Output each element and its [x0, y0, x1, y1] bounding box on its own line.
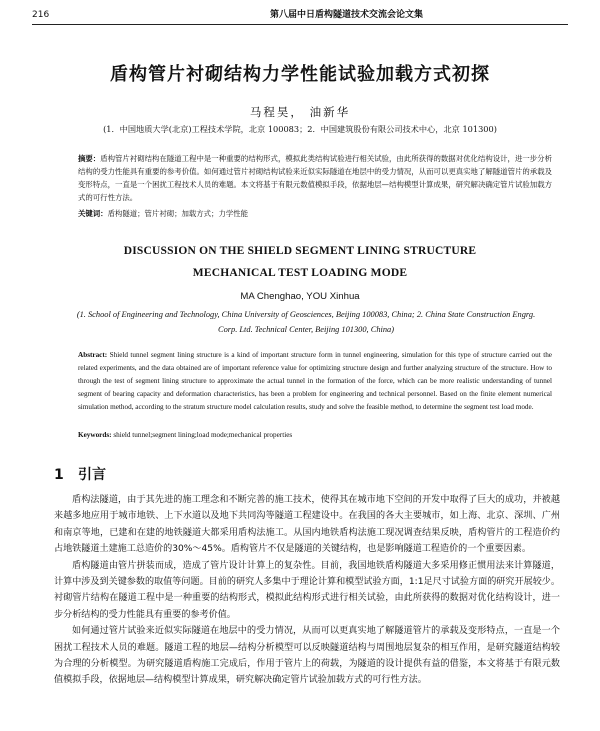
keywords-english-label: Keywords: — [78, 431, 112, 439]
authors-english: MA Chenghao, YOU Xinhua — [240, 291, 360, 302]
page-number: 216 — [32, 10, 50, 20]
section-number: 1 — [54, 467, 64, 483]
section-title: 引言 — [78, 467, 106, 483]
abstract-chinese — [78, 152, 552, 204]
journal-title: 第八届中日盾构隧道技术交流会论文集 — [270, 10, 424, 20]
keywords-chinese-label: 关键词： — [78, 209, 108, 218]
abstract-english-label: Abstract: — [78, 351, 108, 359]
keywords-english-text: shield tunnel;segment lining;load mode;mechanical properties — [111, 431, 293, 439]
abstract-english — [78, 349, 552, 414]
body-paragraph-3: 如何通过管片试验来近似实际隧道在地层中的受力情况，从而可以更真实地了解隧道管片的承载及变形特点，一直是一个困扰工程技术人员的难题。隧道工程的地层—结构分析模型可以反映隧道结构与周围地层复杂的相互作用，是研究隧道结构较为合理的分析模型。为研究隧道盾构施工完成后，作用于管片上的荷载，为隧道的设计提供有益的借鉴，本文将基于有限元数值模拟手段，依据地层—结构模型计算成果，研究解决确定管片试验加载方式的可行性方法。 — [54, 626, 560, 686]
running-header — [32, 6, 568, 25]
keywords-english — [78, 429, 552, 441]
keywords-chinese — [78, 208, 552, 220]
paper-title-english-line1: DISCUSSION ON THE SHIELD SEGMENT LINING STRUCTURE — [123, 245, 477, 257]
affiliation-chinese: (1．中国地质大学(北京)工程技术学院，北京 100083；2．中国建筑股份有限公司技术中心，北京 101300) — [103, 124, 497, 134]
paper-title-chinese: 盾构管片衬砌结构力学性能试验加载方式初探 — [110, 64, 490, 85]
body-paragraph-1: 盾构法隧道，由于其先进的施工理念和不断完善的施工技术，使得其在城市地下空间的开发中取得了巨大的成功，并被越来越多地应用于城市地铁、上下水道以及地下共同沟等隧道工程建设中。在我国的各大主要城市，如上海、北京、深圳、广州和南京等地，已建和在建的地铁隧道大都采用盾构法施工。从国内地铁盾构法施工现况调查结果反映，盾构管片的工程造价约占地铁隧道土建施工总造价的30%～45%。盾构管片不仅是隧道的关键结构，也是影响隧道工程造价的一个重要因素。 — [54, 495, 560, 555]
paper-title-english-line2: MECHANICAL TEST LOADING MODE — [192, 267, 408, 279]
keywords-chinese-text: 盾构隧道；管片衬砌；加载方式；力学性能 — [107, 209, 249, 218]
paper-title-english — [0, 240, 600, 284]
body-paragraph-2: 盾构隧道由管片拼装而成，造成了管片设计计算上的复杂性。目前，我国地铁盾构隧道大多采用修正惯用法来计算隧道，计算中涉及到关键参数的取值等问题。目前的研究人多集中于理论计算和模型试验方面，1:1足尺寸试验方面的研究开展较少。衬砌管片结构在隧道工程中是一种重要的结构形式，模拟此结构形式进行相关试验，由此所获得的数据对优化结构设计，进一步分析结构的受力性能具有重要的参考价值。 — [54, 560, 560, 620]
abstract-chinese-label: 摘要： — [78, 154, 101, 163]
section-heading — [54, 464, 106, 484]
abstract-english-text: Shield tunnel segment lining structure is a kind of important structure form in tunnel engineering, simulation for this type of structure carried out the related experiments, and the data obtained are of important reference value for optimizing structure design and further analyzing structure of the structure. How to through the test of segment lining structure to approximate the actual tunnel in the formation of the force, which can be more realistic understanding of tunnel segment of bearing capacity and deformation characteristics, has been a problem for engineering and technical personnel. Based on the finite element numerical simulation method, according to the stratum structure model calculation results, study and solve the feasible method, to determine the segment test load mode. — [78, 351, 552, 411]
abstract-chinese-text: 盾构管片衬砌结构在隧道工程中是一种重要的结构形式，模拟此类结构试验进行相关试验，由此所获得的数据对优化结构设计，进一步分析结构的受力性能具有重要的参考价值。如何通过管片衬砌结构试验来近似实际隧道在地层中的受力情况，从而可以更真实地了解隧道管片的承载及变形特点，一直是一个困扰工程技术人员的难题。本文将基于有限元数值模拟手段，依据地层—结构模型计算成果，研究解决确定管片试验加载方式的可行性方法。 — [78, 154, 552, 202]
body-text — [54, 492, 560, 689]
affiliation-english: (1. School of Engineering and Technology, China University of Geosciences, Beijing 100083, China; 2. China State Construction Engrg. Corp. Ltd. Technical Center, Beijing 101300, China) — [76, 310, 536, 334]
authors-chinese: 马程昊， 油新华 — [249, 105, 351, 119]
